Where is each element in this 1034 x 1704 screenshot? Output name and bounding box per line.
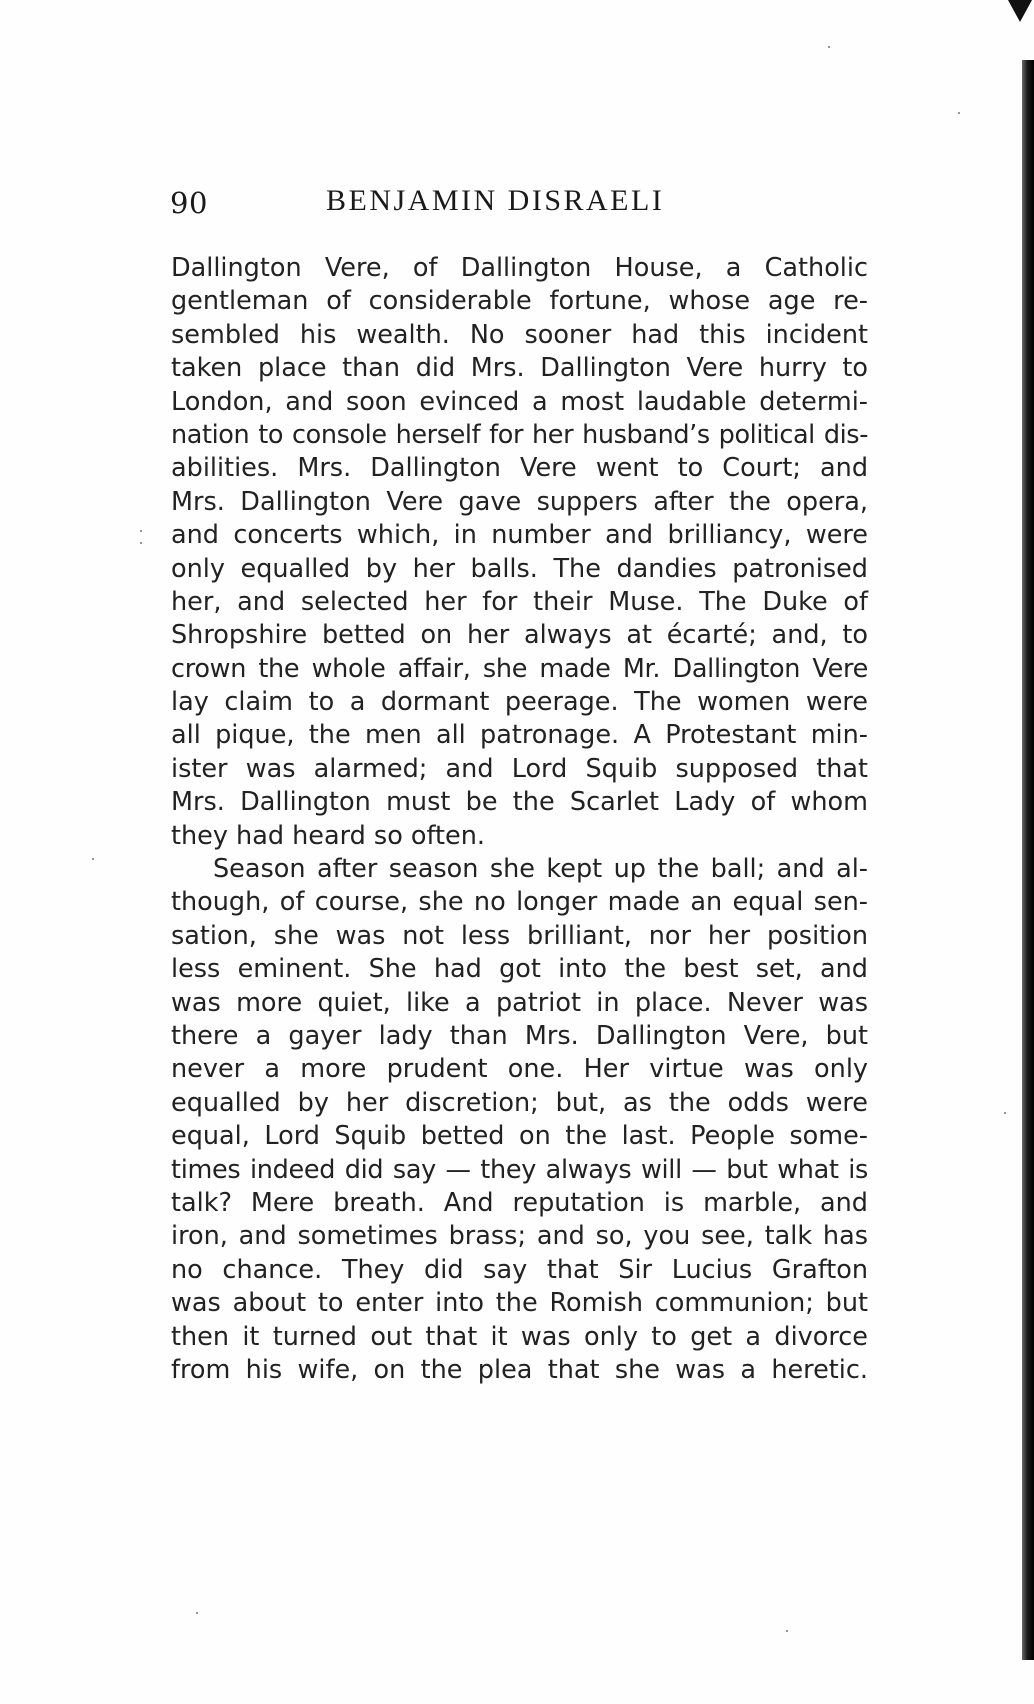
text-line: abilities. Mrs. Dallington Vere went to Court; and	[171, 453, 868, 484]
text-line: then it turned out that it was only to get a divorce	[171, 1321, 868, 1352]
text-line: ister was alarmed; and Lord Squib supposed that	[171, 753, 868, 784]
scan-speck	[1004, 1112, 1006, 1114]
text-line: equal, Lord Squib betted on the last. People some-	[171, 1121, 868, 1152]
text-line: Mrs. Dallington must be the Scarlet Lady of whom	[171, 787, 868, 818]
text-line: nation to console herself for her husband’s political dis-	[171, 419, 868, 450]
text-line: was about to enter into the Romish communion; but	[171, 1288, 868, 1319]
scan-speck	[828, 46, 830, 48]
scan-speck	[786, 1630, 788, 1632]
text-line: iron, and sometimes brass; and so, you see, talk has	[171, 1221, 868, 1252]
text-line: London, and soon evinced a most laudable determi-	[171, 386, 868, 417]
scan-speck	[140, 530, 142, 532]
text-line: talk? Mere breath. And reputation is marble, and	[171, 1187, 868, 1218]
scan-speck	[958, 112, 960, 114]
text-line: taken place than did Mrs. Dallington Vere hurry to	[171, 353, 868, 384]
page-header	[170, 186, 870, 226]
text-line: though, of course, she no longer made an equal sen-	[171, 887, 868, 918]
text-line: sembled his wealth. No sooner had this incident	[171, 319, 868, 350]
text-line: from his wife, on the plea that she was a heretic.	[171, 1354, 868, 1385]
text-line: times indeed did say — they always will — but what is	[171, 1154, 868, 1185]
binding-edge	[1022, 60, 1034, 1660]
text-line: Mrs. Dallington Vere gave suppers after the opera,	[171, 486, 868, 517]
text-line: all pique, the men all patronage. A Protestant min-	[171, 720, 868, 751]
text-line: Dallington Vere, of Dallington House, a Catholic	[171, 253, 868, 283]
text-line: only equalled by her balls. The dandies patronised	[171, 553, 868, 584]
paragraph-1	[171, 252, 868, 853]
text-line: equalled by her discretion; but, as the odds were	[171, 1087, 868, 1118]
text-line: less eminent. She had got into the best set, and	[171, 954, 868, 985]
text-line: no chance. They did say that Sir Lucius Grafton	[171, 1254, 868, 1285]
text-line: Shropshire betted on her always at écarté; and, to	[171, 620, 868, 651]
page-number: 90	[170, 186, 208, 220]
scan-speck	[92, 858, 94, 860]
text-line: lay claim to a dormant peerage. The women were	[171, 687, 868, 718]
text-line: gentleman of considerable fortune, whose age re-	[171, 286, 868, 317]
text-line: there a gayer lady than Mrs. Dallington Vere, but	[171, 1020, 868, 1051]
text-line: never a more prudent one. Her virtue was only	[171, 1054, 868, 1085]
text-line: her, and selected her for their Muse. The Duke of	[171, 586, 868, 617]
scan-speck	[196, 1612, 198, 1614]
text-line: sation, she was not less brilliant, nor her position	[171, 920, 868, 951]
body-text	[171, 252, 868, 1387]
corner-mark	[1008, 0, 1032, 22]
text-line: Season after season she kept up the ball; and al-	[213, 854, 868, 885]
running-head: BENJAMIN DISRAELI	[326, 184, 665, 217]
text-line: was more quiet, like a patriot in place. Never was	[171, 987, 868, 1018]
text-line: they had heard so often.	[171, 820, 486, 851]
text-line: crown the whole affair, she made Mr. Dallington Vere	[171, 653, 868, 684]
paragraph-2	[171, 853, 868, 1387]
scan-speck	[140, 542, 142, 544]
text-line: and concerts which, in number and brilliancy, were	[171, 520, 868, 551]
